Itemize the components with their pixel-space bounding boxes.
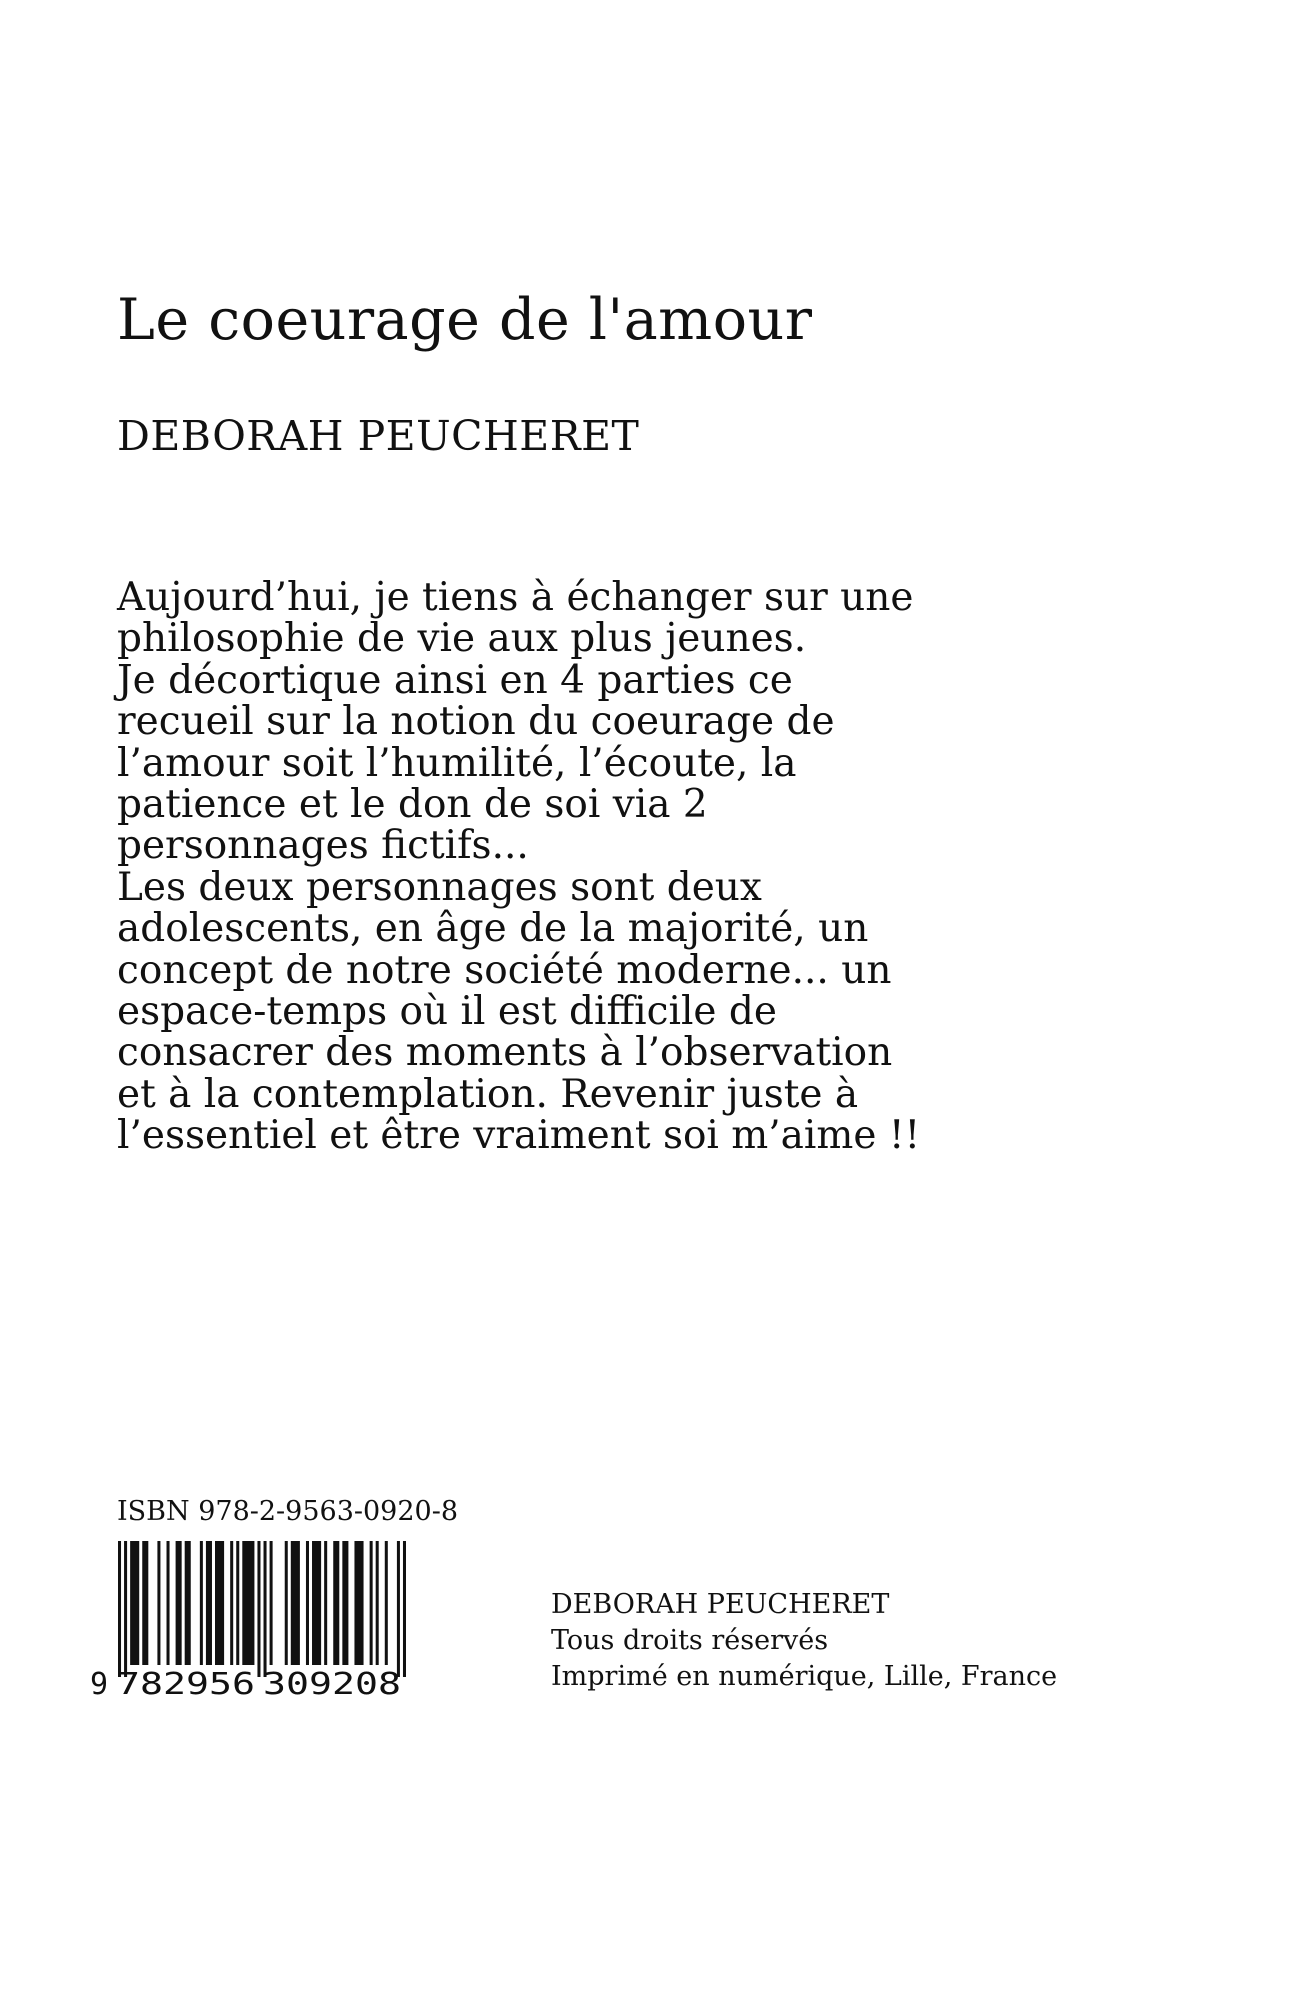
barcode-guard-bar	[264, 1541, 267, 1677]
barcode-bar	[285, 1541, 288, 1665]
barcode-bar	[185, 1541, 191, 1665]
blurb-line: adolescents, en âge de la majorité, un	[117, 906, 869, 952]
isbn-label: ISBN 978-2-9563-0920-8	[117, 1496, 459, 1527]
barcode-right-digits: 309208	[263, 1667, 401, 1701]
blurb-line: l’amour soit l’humilité, l’écoute, la	[117, 740, 797, 786]
publisher-name: DEBORAH PEUCHERET	[551, 1589, 890, 1620]
barcode-guard-bar	[397, 1541, 400, 1677]
barcode-bar	[333, 1541, 339, 1665]
barcode-bar	[270, 1541, 273, 1665]
barcode-bar	[291, 1541, 300, 1665]
barcode-bar	[312, 1541, 321, 1665]
barcode-bar	[342, 1541, 348, 1665]
barcode-bar	[167, 1541, 170, 1665]
barcode-first-digit: 9	[90, 1667, 109, 1701]
barcode-bar	[142, 1541, 148, 1665]
barcode-bars	[118, 1541, 406, 1677]
blurb-line: espace-temps où il est difficile de	[117, 989, 777, 1035]
barcode-guard-bar	[118, 1541, 121, 1677]
publisher-info	[551, 1587, 1057, 1695]
blurb-line: recueil sur la notion du coeurage de	[117, 699, 835, 745]
barcode-guard-bar	[257, 1541, 260, 1677]
print-location: Imprimé en numérique, Lille, France	[551, 1661, 1058, 1692]
book-title: Le coeurage de l'amour	[117, 287, 813, 353]
blurb-line: consacrer des moments à l’observation	[117, 1030, 893, 1076]
barcode-bar	[376, 1541, 379, 1665]
barcode-graphic	[76, 1537, 488, 1701]
isbn-barcode	[76, 1537, 488, 1701]
barcode-bar	[206, 1541, 212, 1665]
barcode-bar	[354, 1541, 363, 1665]
rights-notice: Tous droits réservés	[551, 1625, 829, 1656]
barcode-bar	[215, 1541, 224, 1665]
barcode-bar	[370, 1541, 373, 1665]
blurb-line: et à la contemplation. Revenir juste à	[117, 1071, 859, 1117]
blurb-line: Les deux personnages sont deux	[117, 864, 762, 910]
book-author: DEBORAH PEUCHERET	[117, 412, 640, 460]
barcode-left-digits: 782956	[117, 1667, 255, 1701]
blurb-line: philosophie de vie aux plus jeunes.	[117, 616, 807, 662]
blurb-line: personnages fictifs...	[117, 823, 529, 869]
barcode-bar	[242, 1541, 254, 1665]
barcode-bar	[230, 1541, 233, 1665]
blurb-line: patience et le don de soi via 2	[117, 782, 708, 828]
barcode-bar	[176, 1541, 182, 1665]
blurb-line: Je décortique ainsi en 4 parties ce	[117, 657, 793, 703]
barcode-bar	[324, 1541, 327, 1665]
book-blurb	[117, 577, 1017, 1157]
blurb-line: Aujourd’hui, je tiens à échanger sur une	[117, 575, 914, 620]
barcode-bar	[157, 1541, 160, 1665]
blurb-line: concept de notre société moderne... un	[117, 947, 892, 993]
barcode-bar	[236, 1541, 239, 1665]
blurb-line: l’essentiel et être vraiment soi m’aime !!	[117, 1113, 921, 1159]
barcode-bar	[385, 1541, 388, 1665]
barcode-bar	[200, 1541, 203, 1665]
barcode-guard-bar	[403, 1541, 406, 1677]
barcode-guard-bar	[124, 1541, 127, 1677]
barcode-bar	[306, 1541, 309, 1665]
barcode-bar	[130, 1541, 139, 1665]
